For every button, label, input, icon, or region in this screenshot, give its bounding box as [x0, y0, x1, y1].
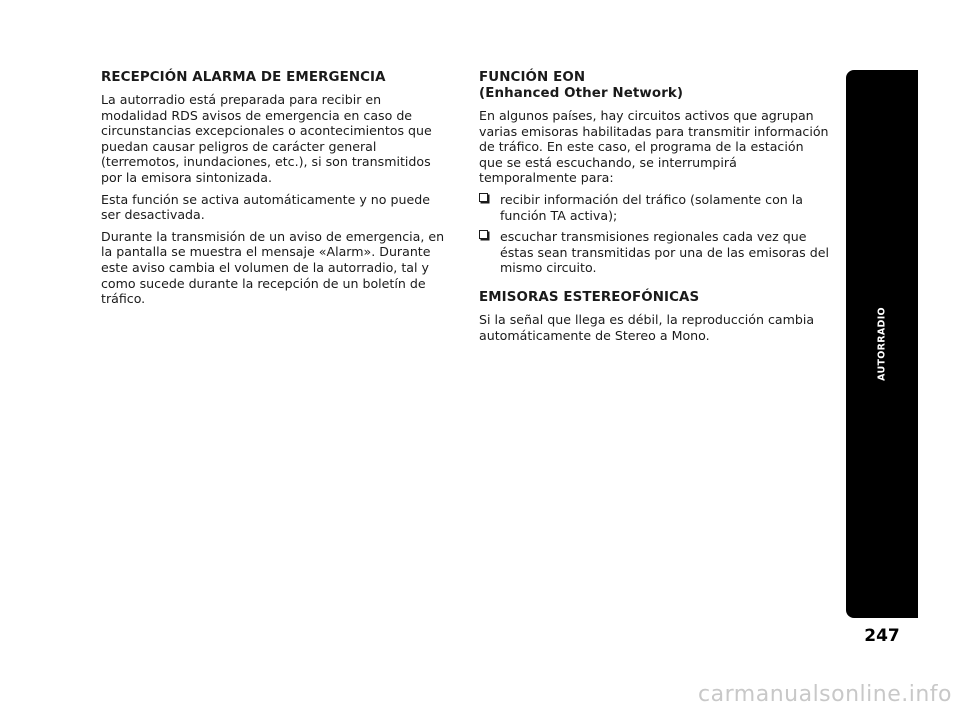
eon-bullet-item — [479, 192, 831, 223]
right-column — [479, 70, 831, 349]
stereo-heading: EMISORAS ESTEREOFÓNICAS — [479, 289, 700, 305]
page-number: 247 — [864, 626, 900, 646]
emergency-paragraph-3: Durante la transmisión de un aviso de emergencia, en la pantalla se muestra el mensaje «Alarm». Durante este aviso cambia el volumen de la autorradio, tal y como sucede durante la recepción de un boletín de tráfico. — [101, 228, 445, 307]
eon-heading-title: FUNCIÓN EON — [479, 70, 586, 85]
chapter-side-tab — [846, 70, 918, 618]
eon-bullet-text: escuchar transmisiones regionales cada vez que éstas sean transmitidas por una de las emisoras del mismo circuito. — [500, 229, 829, 276]
eon-heading — [479, 70, 831, 102]
eon-bullet-text: recibir información del tráfico (solamente con la función TA activa); — [500, 191, 803, 223]
watermark: carmanualsonline.info — [698, 682, 952, 707]
emergency-paragraph-2: Esta función se activa automáticamente y no puede ser desactivada. — [101, 191, 430, 223]
eon-bullet-item — [479, 229, 831, 276]
emergency-paragraph-1: La autorradio está preparada para recibir en modalidad RDS avisos de emergencia en caso de circunstancias excepcionales o acontecimientos que puedan causar peligros de carácter general (terremotos, inundaciones, etc.), si son transmitidos por la emisora sintonizada. — [101, 92, 432, 185]
chapter-label: AUTORRADIO — [876, 307, 888, 381]
checkbox-bullet-icon — [479, 193, 488, 202]
emergency-alarm-heading: RECEPCIÓN ALARMA DE EMERGENCIA — [101, 70, 386, 85]
eon-heading-subtitle: (Enhanced Other Network) — [479, 86, 684, 101]
checkbox-bullet-icon — [479, 230, 488, 239]
eon-paragraph: En algunos países, hay circuitos activos que agrupan varias emisoras habilitadas para transmitir información de tráfico. En este caso, el programa de la estación que se está escuchando, se interrumpirá temporalmente para: — [479, 108, 829, 186]
left-column — [101, 70, 451, 313]
stereo-paragraph: Si la señal que llega es débil, la reproducción cambia automáticamente de Stereo a Mono. — [479, 311, 815, 343]
